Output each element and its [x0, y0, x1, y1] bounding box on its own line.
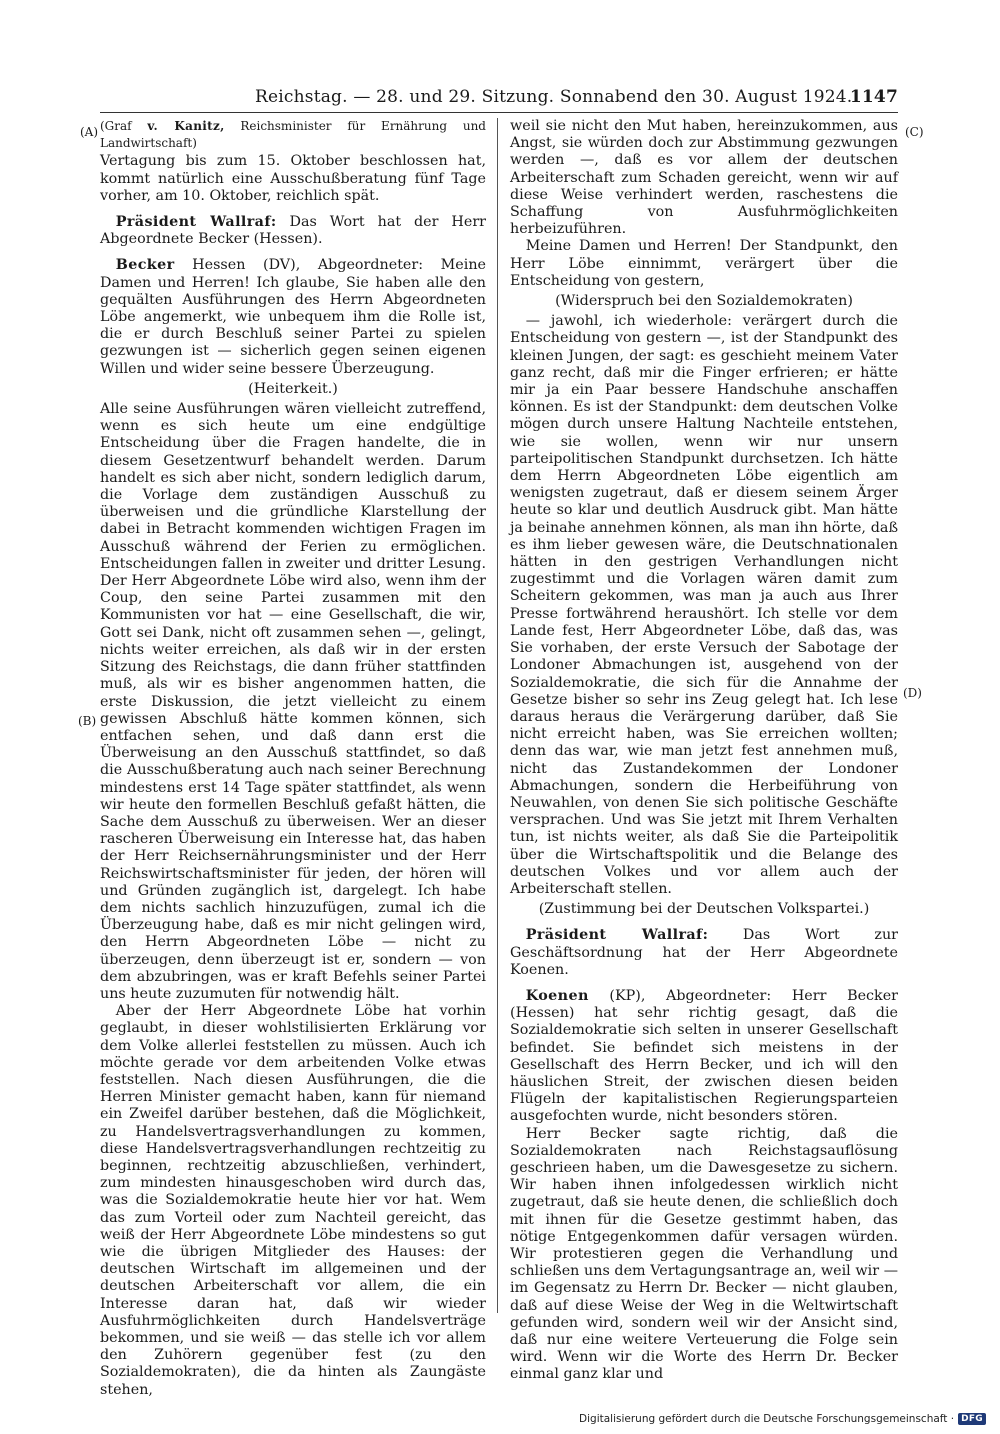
president-statement: Präsident Wallraf: Das Wort hat der Herr Abgeordnete Becker (Hessen). [100, 214, 486, 248]
attribution-name: v. Kanitz, [147, 119, 225, 133]
paragraph: Aber der Herr Abgeordnete Löbe hat vorhin geglaubt, in dieser wohlstilisierten Erklärung vor dem Volke allerlei feststellen zu müssen. Auch ich möchte gerade vor dem arbeitenden Volke etwas feststellen. Nach diesen Ausführungen, die die Herren Minister gemacht haben, kann für niemand ein Zweifel darüber bestehen, daß die Möglichkeit, zu Handelsvertragsverhandlungen zu kommen, diese Handelsvertragsverhandlungen rechtzeitig zu beginnen, rechtzeitig abzuschließen, verhindert, zum mindesten hinausgeschoben wird durch das, was die Sozialdemokratie heute hier vor hat. Wem das zum Vorteil oder zum Nachteil gereicht, das weiß der Herr Abgeordnete Löbe mindestens so gut wie die übrigen Mitglieder des Hauses: der deutschen Wirtschaft im allgemeinen und der deutschen Arbeiterschaft vor allem, die ein Interesse daran hat, daß wir wieder Ausfuhrmöglichkeiten durch Handelsverträge bekommen, und sie weiß — das stelle ich vor allem den Zuhörern gegenüber fest (zu den Sozialdemokraten), die da hinten als Zaungäste stehen, [100, 1003, 486, 1398]
page-number: 1147 [849, 87, 898, 107]
paragraph: Meine Damen und Herren! Der Standpunkt, den Herr Löbe einnimmt, verärgert über die Entscheidung von gestern, [510, 238, 898, 289]
paragraph: Alle seine Ausführungen wären vielleicht zutreffend, wenn es sich heute um eine endgültige Entscheidung über die Fragen handelte, die in diesem Gesetzentwurf behandelt werden. Darum handelt es sich aber nicht, sondern lediglich darum, die Vorlage dem zuständigen Ausschuß zu überweisen und die gründliche Klarstellung der dabei in Betracht kommenden wichtigen Fragen im Ausschuß während der Ferien zu ermöglichen. Entscheidungen fallen in zweiter und dritter Lesung. Der Herr Abgeordnete Löbe wird also, wenn ihm der Coup, den seine Partei zusammen mit den Kommunisten vor hat — eine Gesellschaft, die wir, Gott sei Dank, nicht oft zusammen sehen —, gelingt, nichts weiter erreichen, als daß wir in der ersten Sitzung des Reichstags, die dann früher stattfinden muß, als wir es bisher angenommen hatten, die erste Diskussion, die jetzt vielleicht zu einem gewissen Abschluß hätte kommen können, sich entfachen sehen, und daß dann erst die Überweisung an den Ausschuß stattfindet, so daß die Ausschußberatung auch nach seiner Berechnung mindestens erst 14 Tage später stattfindet, als wenn wir heute den formellen Beschluß gefaßt hätten, die Sache dem Ausschuß zu überweisen. Wer an dieser rascheren Überweisung ein Interesse hat, das haben der Herr Reichsernährungsminister und der Herr Reichswirtschaftsminister für jeden, der hören will und Gründen zugänglich ist, dargelegt. Ich habe dem nichts sachlich hinzuzufügen, zumal ich die Überzeugung habe, daß es mir nicht gelingen wird, den Herrn Abgeordneten Löbe — nicht zu überzeugen, denn überzeugt ist er, sondern — von dem abzubringen, was er kraft Befehls seiner Partei uns heute zuzumuten für notwendig hält. [100, 401, 486, 1002]
paragraph: — jawohl, ich wiederhole: verärgert durch die Entscheidung von gestern —, ist der Standpunkt des kleinen Jungen, der sagt: es geschieht meinem Vater ganz recht, daß mir die Finger erfrieren; er hätte mir ja ein Paar bessere Handschuhe anschaffen können. Es ist der Standpunkt: dem deutschen Volke mögen durch unsere Haltung Nachteile entstehen, wie sie wollen, wenn wir nur unsern parteipolitischen Standpunkt durchsetzen. Ich hätte dem Herrn Abgeordneten Löbe eigentlich am wenigsten zugetraut, daß er diesem seinem Ärger heute so klar und deutlich Ausdruck gibt. Man hätte ja beinahe annehmen können, als man ihn hörte, daß es ihm lieber gewesen wäre, die Deutschnationalen hätten in den gestrigen Verhandlungen nicht zugestimmt und die Vorlagen wären damit zum Scheitern gekommen, was man ja auch aus Ihrer Presse fortwährend heraushört. Ich stelle vor dem Lande fest, Herr Abgeordneter Löbe, daß das, was Sie vorhaben, der erste Versuch der Sabotage der Londoner Abmachungen ist, ausgehend von der Sozialdemokratie, die sich für die Annahme der Gesetze bisher so sehr ins Zeug gelegt hat. Ich lese daraus heraus die Verärgerung darüber, daß Sie nicht erreicht haben, was Sie erreichen wollten; denn das war, wie man jetzt fest annehmen muß, nicht das Zustandekommen der Londoner Abmachungen, sondern die Herbeiführung von Neuwahlen, von denen Sie sich politische Geschäfte versprachen. Und was Sie jetzt mit Ihrem Verhalten tun, ist nichts weiter, als daß Sie die Parteipolitik über die Wirtschaftspolitik und die Belange des deutschen Volkes und vor allem auch der Arbeiterschaft stellen. [510, 313, 898, 897]
left-column [100, 118, 486, 1399]
stage-direction: (Heiterkeit.) [248, 380, 338, 397]
dfg-logo: DFG [958, 1413, 986, 1425]
speaker-name: Koenen [525, 987, 589, 1004]
stage-direction: (Widerspruch bei den Sozialdemokraten) [555, 293, 853, 310]
right-column [510, 118, 898, 1384]
margin-marker-b: (B) [78, 714, 97, 728]
speech-opening: Koenen (KP), Abgeordneter: Herr Becker (Hessen) hat sehr richtig gesagt, daß die Sozialdemokratie sich selten in unserer Gesellschaft befindet. Sie befindet sich meistens in der Gesellschaft des Herrn Becker, und ich will den häuslichen Streit, der zwischen diesen beiden Flügeln der kapitalistischen Regierungsparteien ausgefochten wurde, nicht besonders stören. [510, 987, 898, 1125]
speech-opening: Becker Hessen (DV), Abgeordneter: Meine Damen und Herren! Ich glaube, Sie haben alle den gequälten Ausführungen des Herrn Abgeordneten Löbe angemerkt, wie unbequem ihm die Rolle ist, die er durch Beschluß seiner Partei zu spielen gezwungen ist — sicherlich gegen seinen eigenen Willen und wider seine bessere Überzeugung. [100, 257, 486, 377]
speaker-attribution: (Graf v. Kanitz, Reichsminister für Ernährung und Landwirtschaft) [100, 119, 486, 151]
stage-direction: (Zustimmung bei der Deutschen Volkspartei.) [538, 901, 870, 918]
speaker-name: Becker [115, 257, 175, 274]
credit-text: Digitalisierung gefördert durch die Deutsche Forschungsgemeinschaft · [579, 1413, 955, 1425]
margin-marker-d: (D) [903, 686, 922, 700]
digitization-credit [579, 1413, 986, 1425]
margin-marker-c: (C) [905, 125, 924, 139]
page-header [100, 87, 898, 111]
paragraph: weil sie nicht den Mut haben, hereinzukommen, aus Angst, sie würden doch zur Abstimmung gezwungen werden —, daß es vor allem der deutschen Arbeiterschaft zum Schaden gereicht, wenn wir auf diese Weise verhindert werden, raschestens die Schaffung von Ausfuhrmöglichkeiten herbeizuführen. [510, 118, 898, 238]
president-statement: Präsident Wallraf: Das Wort zur Geschäftsordnung hat der Herr Abgeordnete Koenen. [510, 927, 898, 978]
speaker-name: Präsident Wallraf: [525, 927, 709, 944]
speaker-name: Präsident Wallraf: [115, 214, 277, 231]
margin-marker-a: (A) [80, 125, 99, 139]
paragraph: Herr Becker sagte richtig, daß die Sozialdemokraten nach Reichstagsauflösung geschrieen haben, um die Dawesgesetze zu sichern. Wir haben ihnen infolgedessen wirklich nicht zugetraut, daß sie heute denen, die schließlich doch mit ihnen für die Gesetze gestimmt haben, das nötige Entgegenkommen dafür versagen würden. Wir protestieren gegen die Verhandlung und schließen uns dem Vertagungsantrage an, weil wir — im Gegensatz zu Herrn Dr. Becker — nicht glauben, daß auf diese Weise der Weg in die Weltwirtschaft gefunden wird, sondern weil wir der Ansicht sind, daß nur eine weitere Verteuerung die Folge sein wird. Wenn wir die Worte des Herrn Dr. Becker einmal ganz klar und [510, 1125, 898, 1383]
header-rule [100, 112, 898, 113]
paragraph: Vertagung bis zum 15. Oktober beschlossen hat, kommt natürlich eine Ausschußberatung fünf Tage vorher, am 10. Oktober, reichlich spät. [100, 153, 486, 204]
column-divider [497, 118, 498, 1313]
running-title: Reichstag. — 28. und 29. Sitzung. Sonnabend den 30. August 1924. [255, 87, 853, 107]
